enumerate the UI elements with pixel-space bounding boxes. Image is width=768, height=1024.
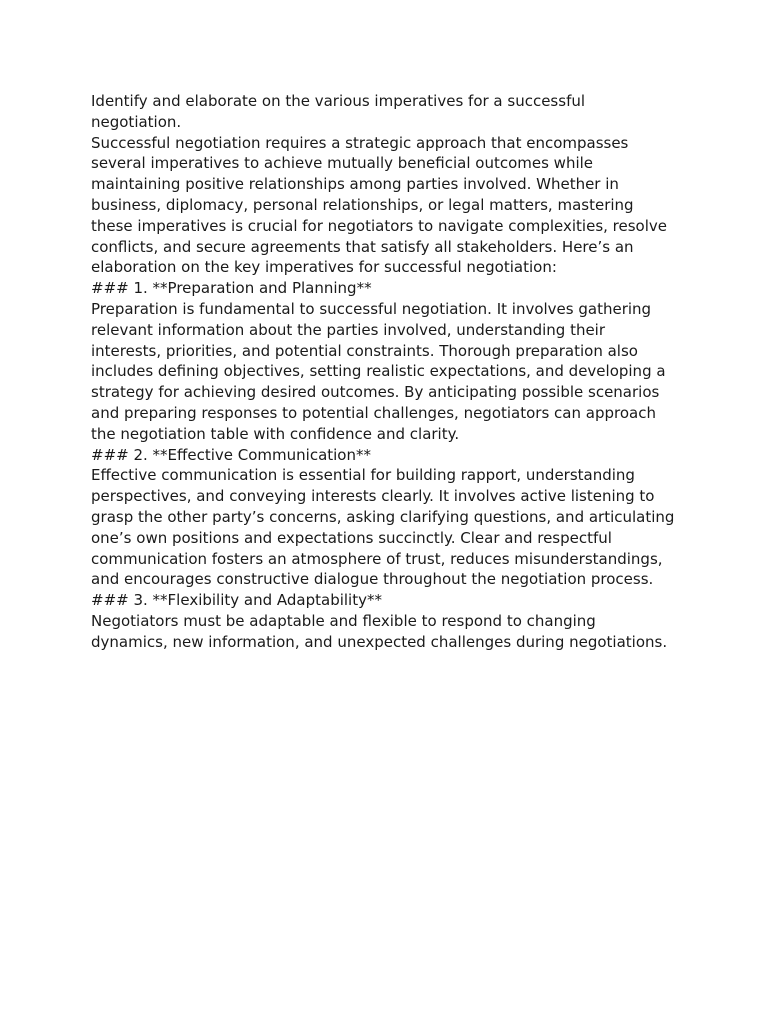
intro-paragraph: Successful negotiation requires a strategic approach that encompasses several imperatives to achieve mutually beneficial outcomes while maintaining positive relationships among parties involved. Whether in business, diplomacy, personal relationships, or legal matters, mastering these imperatives is crucial for negotiators to navigate complexities, resolve conflicts, and secure agreements that satisfy all stakeholders. Here’s an elaboration on the key imperatives for successful negotiation: bbox=[91, 133, 667, 277]
prompt-text: Identify and elaborate on the various imperatives for a successful negotiation. bbox=[91, 92, 586, 131]
section-body-preparation: Preparation is fundamental to successful negotiation. It involves gathering relevant information about the parties involved, understanding their interests, priorities, and potential constraints. Thorough preparation also includes defining objectives, setting realistic expectations, and developing a strategy for achieving desired outcomes. By anticipating possible scenarios and preparing responses to potential challenges, negotiators can approach the negotiation table with confidence and clarity. bbox=[91, 299, 666, 443]
document-page bbox=[91, 91, 681, 653]
section-heading-preparation: ### 1. **Preparation and Planning** bbox=[91, 279, 372, 298]
section-heading-flexibility: ### 3. **Flexibility and Adaptability** bbox=[91, 591, 382, 610]
section-body-communication: Effective communication is essential for building rapport, understanding perspectives, and conveying interests clearly. It involves active listening to grasp the other party’s concerns, asking clarifying questions, and articulating one’s own positions and expectations succinctly. Clear and respectful communication fosters an atmosphere of trust, reduces misunderstandings, and encourages constructive dialogue throughout the negotiation process. bbox=[91, 466, 675, 589]
section-heading-communication: ### 2. **Effective Communication** bbox=[91, 445, 371, 464]
section-body-flexibility: Negotiators must be adaptable and flexible to respond to changing dynamics, new information, and unexpected challenges during negotiations. bbox=[91, 611, 668, 651]
